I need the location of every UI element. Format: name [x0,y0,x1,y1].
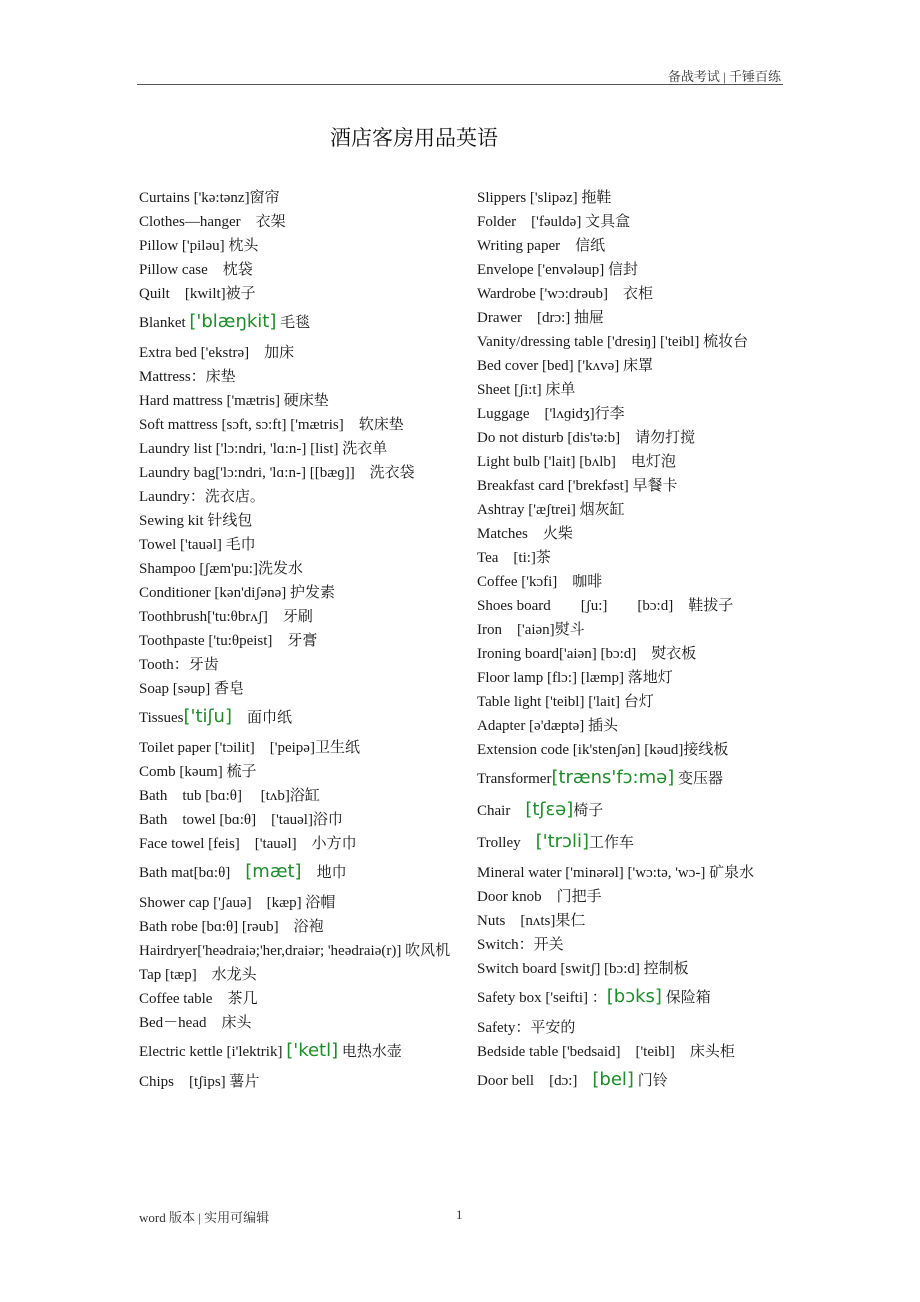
entry-text: Mattress：床垫 [139,369,236,385]
phonetic-highlight: ['ketl] [286,1040,339,1061]
entry-text: Hairdryer['heədraiə;'her,draiər; 'heədraiə(r)] 吹风机 [139,943,451,959]
vocab-entry [139,210,459,234]
vocab-entry [139,832,459,856]
left-column [139,186,459,1094]
vocab-entry [139,1070,459,1094]
vocab-entry [139,461,459,485]
phonetic-highlight: ['blæŋkit] [189,311,277,332]
vocab-entry [477,306,783,330]
entry-text: Shoes board [ʃu:] [bɔ:d] 鞋拔子 [477,598,734,614]
entry-text: Clothes—hanger 衣架 [139,214,286,230]
vocab-entry [139,413,459,437]
entry-text: Chips [tʃips] 薯片 [139,1074,260,1090]
entry-text: Soap [səup] 香皂 [139,681,244,697]
entry-text: Shower cap ['ʃauə] [kæp] 浴帽 [139,895,336,911]
entry-text: Comb [kəum] 梳子 [139,764,257,780]
vocab-entry [477,402,783,426]
entry-text: Nuts [nʌts]果仁 [477,913,586,929]
entry-text: Table light ['teibl] ['lait] 台灯 [477,694,654,710]
vocab-entry [477,714,783,738]
entry-text: Vanity/dressing table ['dresiŋ] ['teibl] 梳妆台 [477,334,749,350]
entry-text: Writing paper 信纸 [477,238,606,254]
entry-text: Transformer [477,771,552,787]
vocab-entry [477,861,783,885]
entry-text: Safety：平安的 [477,1020,576,1036]
page-number: 1 [456,1207,463,1222]
vocab-entry [477,1016,783,1040]
entry-text: Switch：开关 [477,937,564,953]
vocab-entry [139,939,459,963]
vocab-entry [139,677,459,701]
vocab-entry [139,915,459,939]
vocab-entry [139,605,459,629]
vocab-entry [477,330,783,354]
vocab-entry [139,1011,459,1035]
entry-text: Switch board [switʃ] [bɔ:d] 控制板 [477,961,689,977]
vocab-entry [477,282,783,306]
entry-text: Soft mattress [sɔft, sɔ:ft] ['mætris] 软床垫 [139,417,404,433]
entry-text: Towel ['tauəl] 毛巾 [139,537,256,553]
phonetic-highlight: ['trɔli] [535,831,589,852]
entry-text: Breakfast card ['brekfəst] 早餐卡 [477,478,678,494]
entry-text: Bed cover [bed] ['kʌvə] 床罩 [477,358,653,374]
entry-text: Bedside table ['bedsaid] ['teibl] 床头柜 [477,1044,735,1060]
footer-text: word 版本 | 实用可编辑 [139,1210,270,1225]
entry-text: Ashtray ['æʃtrei] 烟灰缸 [477,502,625,518]
entry-text: Toothpaste ['tu:θpeist] 牙膏 [139,633,318,649]
vocab-entry [139,186,459,210]
vocab-entry [139,704,459,731]
entry-translation: 椅子 [573,803,604,819]
vocab-entry [139,1038,459,1065]
entry-translation: 变压器 [674,771,724,787]
phonetic-highlight: [mæt] [245,861,302,882]
entry-text: Pillow ['piləu] 枕头 [139,238,259,254]
entry-text: Pillow case 枕袋 [139,262,253,278]
vocab-entry [139,760,459,784]
vocab-entry [139,891,459,915]
vocab-entry [139,509,459,533]
entry-text: Trolley [477,835,536,851]
vocab-entry [139,365,459,389]
entry-translation: 面巾纸 [232,710,293,726]
vocab-entry [139,581,459,605]
entry-text: Light bulb ['lait] [bʌlb] 电灯泡 [477,454,676,470]
phonetic-highlight: ['tiʃu] [183,706,232,727]
phonetic-highlight: [bel] [592,1069,634,1090]
vocab-entry [477,594,783,618]
vocab-entry [477,426,783,450]
vocab-entry [139,533,459,557]
vocab-entry [477,354,783,378]
entry-text: Toothbrush['tu:θbrʌʃ] 牙刷 [139,609,313,625]
entry-translation: 地巾 [301,865,347,881]
entry-text: Bath tub [bɑ:θ] [tʌb]浴缸 [139,788,320,804]
vocab-entry [139,963,459,987]
entry-text: Extra bed ['ekstrə] 加床 [139,345,295,361]
entry-text: Toilet paper ['tɔilit] ['peipə]卫生纸 [139,740,360,756]
vocab-entry [477,885,783,909]
vocab-entry [139,784,459,808]
entry-text: Hard mattress ['mætris] 硬床垫 [139,393,329,409]
vocab-entry [139,653,459,677]
entry-text: Conditioner [kən'diʃənə] 护发素 [139,585,335,601]
vocab-entry [477,522,783,546]
entry-text: Extension code [ik'stenʃən] [kəud]接线板 [477,742,729,758]
entry-text: Tissues [139,710,184,726]
vocab-entry [477,474,783,498]
entry-text: Tea [ti:]茶 [477,550,551,566]
vocab-entry [139,437,459,461]
entry-text: Drawer [drɔ:] 抽屉 [477,310,605,326]
entry-text: Luggage ['lʌɡidʒ]行李 [477,406,625,422]
vocab-entry [139,282,459,306]
entry-text: Folder ['fəuldə] 文具盒 [477,214,631,230]
vocab-entry [477,570,783,594]
vocab-entry [477,933,783,957]
vocab-entry [477,1040,783,1064]
entry-text: Electric kettle [i'lektrik] [139,1044,287,1060]
entry-text: Bath mat[bɑ:θ] [139,865,246,881]
entry-text: Chair [477,803,526,819]
vocab-entry [477,909,783,933]
entry-text: Mineral water ['minərəl] ['wɔ:tə, 'wɔ-] 矿泉水 [477,865,755,881]
entry-text: Do not disturb [dis'tə:b] 请勿打搅 [477,430,696,446]
entry-text: Bed－head 床头 [139,1015,252,1031]
vocab-entry [477,797,783,824]
vocab-entry [139,629,459,653]
vocab-entry [477,618,783,642]
entry-text: Wardrobe ['wɔ:drəub] 衣柜 [477,286,654,302]
vocab-entry [139,258,459,282]
vocab-entry [477,498,783,522]
entry-text: Laundry：洗衣店。 [139,489,265,505]
entry-text: Tooth：牙齿 [139,657,219,673]
vocab-entry [477,690,783,714]
vocab-entry [139,309,459,336]
vocab-entry [477,546,783,570]
vocab-entry [477,642,783,666]
entry-text: Door bell [dɔ:] [477,1073,593,1089]
entry-text: Quilt [kwilt]被子 [139,286,256,302]
vocab-entry [477,957,783,981]
page-header [137,64,783,85]
entry-text: Ironing board['aiən] [bɔ:d] 熨衣板 [477,646,697,662]
vocab-entry [139,485,459,509]
vocab-entry [477,378,783,402]
entry-text: Curtains ['kə:tənz]窗帘 [139,190,280,206]
phonetic-highlight: [træns'fɔ:mə] [551,767,675,788]
vocab-entry [477,234,783,258]
entry-text: Laundry list ['lɔ:ndri, 'lɑ:n-] [list] 洗衣单 [139,441,388,457]
entry-translation: 毛毯 [276,315,311,331]
entry-text: Safety box ['seifti] ： [477,990,607,1006]
vocab-entry [477,765,783,792]
entry-text: Matches 火柴 [477,526,573,542]
vocab-entry [139,859,459,886]
entry-text: Sheet [ʃi:t] 床单 [477,382,576,398]
vocab-entry [477,258,783,282]
entry-text: Laundry bag['lɔ:ndri, 'lɑ:n-] [[bæɡ]] 洗衣袋 [139,465,415,481]
entry-text: Blanket [139,315,190,331]
entry-translation: 保险箱 [661,990,711,1006]
entry-translation: 工作车 [588,835,634,851]
vocab-entry [139,557,459,581]
entry-text: Coffee table 茶几 [139,991,258,1007]
vocab-entry [139,736,459,760]
header-text: 备战考试 | 千锤百练 [667,69,781,84]
phonetic-highlight: [tʃɛə] [525,799,574,820]
document-title: 酒店客房用品英语 [330,126,498,150]
vocab-entry [139,341,459,365]
entry-text: Envelope ['envələup] 信封 [477,262,638,278]
phonetic-highlight: [bɔks] [606,986,662,1007]
vocab-entry [139,389,459,413]
vocab-entry [477,1067,783,1094]
vocab-entry [139,234,459,258]
vocab-entry [477,186,783,210]
vocab-entry [139,987,459,1011]
entry-text: Bath robe [bɑ:θ] [rəub] 浴袍 [139,919,324,935]
entry-text: Sewing kit 针线包 [139,513,253,529]
vocab-entry [477,210,783,234]
vocab-entry [139,808,459,832]
entry-text: Iron ['aiən]熨斗 [477,622,585,638]
vocab-entry [477,984,783,1011]
entry-text: Shampoo [ʃæm'pu:]洗发水 [139,561,303,577]
entry-text: Coffee ['kɔfi] 咖啡 [477,574,603,590]
entry-text: Floor lamp [flɔ:] [læmp] 落地灯 [477,670,673,686]
right-column [477,186,783,1099]
entry-text: Tap [tæp] 水龙头 [139,967,257,983]
vocab-entry [477,666,783,690]
vocab-entry [477,738,783,762]
entry-text: Face towel [feis] ['tauəl] 小方巾 [139,836,357,852]
entry-text: Slippers ['slipəz] 拖鞋 [477,190,612,206]
vocab-entry [477,450,783,474]
vocab-entry [477,829,783,856]
entry-text: Adapter [ə'dæptə] 插头 [477,718,618,734]
entry-text: Door knob 门把手 [477,889,602,905]
entry-translation: 门铃 [633,1073,668,1089]
entry-translation: 电热水壶 [338,1044,402,1060]
entry-text: Bath towel [bɑ:θ] ['tauəl]浴巾 [139,812,343,828]
